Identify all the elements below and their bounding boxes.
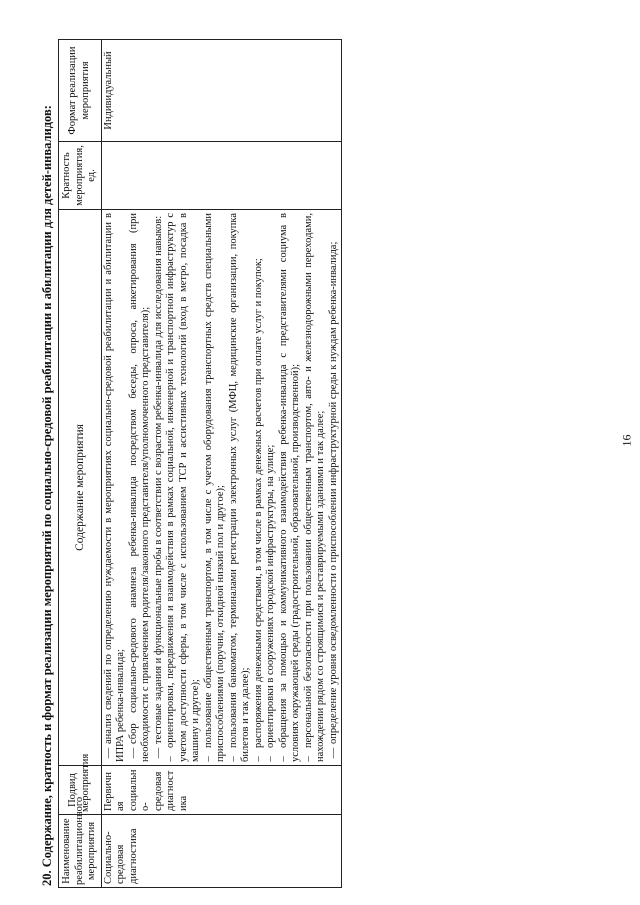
list-item-text: ориентировки в сооружениях городской инфраструктуры, на улице; bbox=[265, 444, 276, 748]
page-number: 16 bbox=[619, 434, 634, 447]
dash-marker: – bbox=[252, 756, 264, 762]
cell-format: Индивидуальный bbox=[101, 40, 342, 142]
dash-marker: — bbox=[152, 747, 164, 759]
list-item-text: тестовые задания и функциональные пробы в соответствии с возрастом ребенка-инвалида для исследования навыков: bbox=[152, 215, 164, 744]
dash-marker: – bbox=[202, 756, 214, 762]
header-frequency: Кратность мероприятия, ед. bbox=[59, 142, 102, 210]
header-subtype: Подвид мероприятия bbox=[59, 766, 102, 815]
list-item bbox=[328, 213, 341, 762]
list-item-text: обращения за помощью и коммуникативного взаимодействия ребенка-инвалида с представителями социума в условиях окружающей среды (градостроительной, образовательной, производственной); bbox=[277, 213, 301, 762]
list-item bbox=[228, 213, 253, 762]
rotated-page-content bbox=[40, 38, 600, 888]
rehabilitation-table bbox=[58, 39, 342, 888]
list-item bbox=[165, 213, 203, 762]
cell-name: Социально-средовая диагностика bbox=[101, 815, 342, 888]
dash-marker: – bbox=[265, 756, 276, 762]
list-item bbox=[203, 213, 228, 762]
header-content: Содержание мероприятия bbox=[59, 210, 102, 766]
dash-marker: — bbox=[327, 747, 339, 759]
list-item bbox=[278, 213, 303, 762]
cell-content bbox=[101, 210, 342, 766]
list-item-text: ориентировки, передвижения и взаимодействия в рамках социальной, инженерной и транспортной инфраструктур с учетом доступности сферы, в том числе с использованием ТСР и ассистивных технологий (вход в метро, посадка в машину и другое); bbox=[165, 213, 201, 762]
list-item-text: пользование общественным транспортом, в том числе с учетом оборудования транспортных средств специальными приспособлениями (поручни, откидной низкий пол и другое); bbox=[202, 213, 226, 762]
list-item bbox=[128, 213, 153, 762]
dash-marker: — bbox=[127, 747, 139, 759]
list-item-text: анализ сведений по определению нуждаемости в мероприятиях социально-средовой реабилитации и абилитации в ИПРА ребенка-инвалида; bbox=[102, 213, 126, 762]
list-item bbox=[303, 213, 328, 762]
table-row bbox=[101, 40, 342, 888]
dash-marker: – bbox=[277, 756, 289, 762]
list-item-text: пользования банкоматом, терминалами регистрации электронных услуг (МФЦ, медицинские организации, покупка билетов и так далее); bbox=[227, 213, 251, 762]
list-item-text: персональной безопасности при пользовании общественным транспортом, авто- и железнодорожными переходами, нахождении рядом со строящимися и реставрируемыми зданиями и так далее; bbox=[302, 213, 326, 762]
dash-marker: — bbox=[102, 747, 114, 759]
list-item bbox=[153, 213, 166, 762]
header-name: Наименование реабилитационного мероприятия bbox=[59, 815, 102, 888]
list-item-text: распоряжения денежными средствами, в том числе в рамках денежных расчетов при оплате услуг и покупок; bbox=[252, 258, 264, 748]
dash-marker: – bbox=[227, 756, 239, 762]
list-item-text: сбор социально-средового анамнеза ребенка-инвалида посредством беседы, опроса, анкетирования (при необходимости с привлечением родителя/законного представителя/уполномоченного представителя); bbox=[127, 213, 151, 762]
list-item bbox=[265, 213, 278, 762]
dash-marker: – bbox=[165, 756, 176, 762]
section-title: 20. Содержание, кратность и формат реализации мероприятий по социально-средовой реабилитации и абилитации для детей-инвалидов: bbox=[40, 105, 54, 886]
list-item-text: определение уровня осведомленности о приспособлении инфраструктурной среды к нуждам ребенка-инвалида; bbox=[327, 241, 339, 744]
header-format: Формат реализации мероприятия bbox=[59, 40, 102, 142]
content-list bbox=[103, 213, 341, 762]
list-item bbox=[253, 213, 266, 762]
table-header-row bbox=[59, 40, 102, 888]
dash-marker: – bbox=[302, 756, 314, 762]
cell-subtype: Первичная социально-средовая диагностика bbox=[101, 766, 342, 815]
cell-frequency bbox=[101, 142, 342, 210]
list-item bbox=[103, 213, 128, 762]
